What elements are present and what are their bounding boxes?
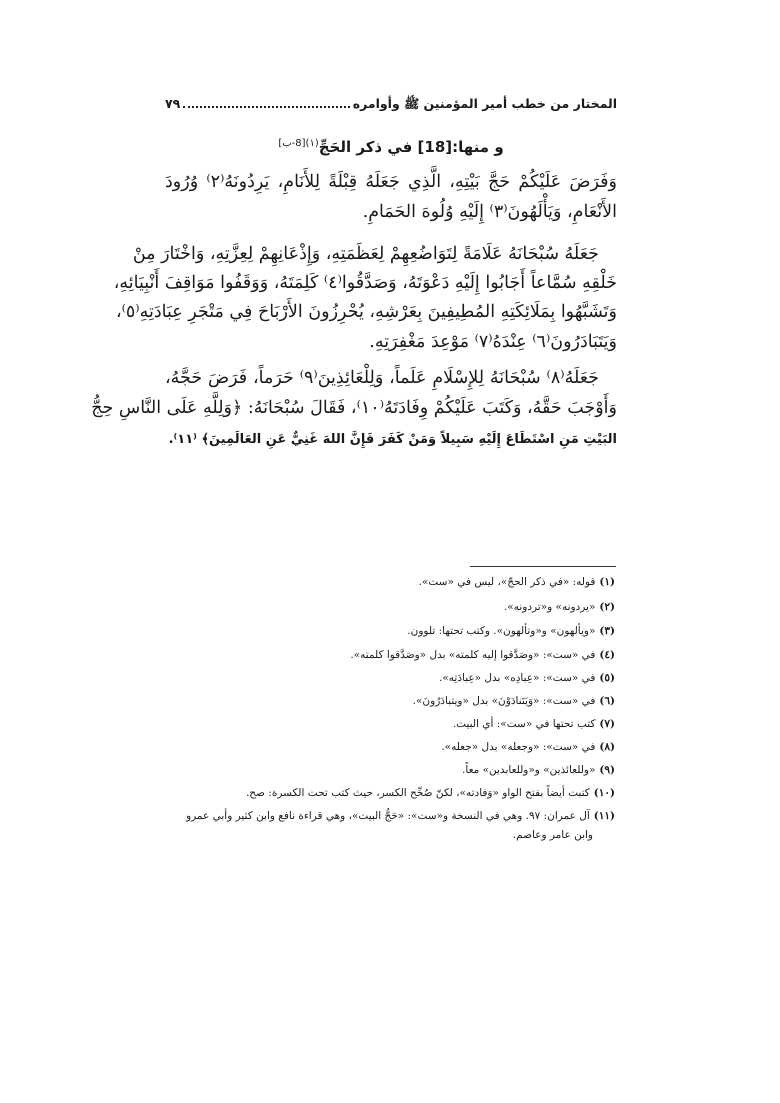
body-line: وَفَرَضَ عَلَيْكُمْ حَجَّ بَيْتِهِ، الَّذِي جَعَلَهُ قِبْلَةً لِلأَنَامِ، يَرِدُونَهُ⁽٢⁾ وُرُودَ bbox=[165, 172, 617, 192]
footnote-text: «ويألهون» و«وتألهون». وكتب تحتها: تلوون. bbox=[407, 625, 596, 637]
footnote bbox=[160, 694, 615, 708]
leader-dots bbox=[183, 98, 349, 108]
page-number: ٧٩ bbox=[165, 96, 181, 111]
body-line: وَيَتَبَادَرُونَ⁽٦⁾ عِنْدَهُ⁽٧⁾ مَوْعِدَ مَغْفِرَتِهِ. bbox=[369, 332, 617, 352]
footnote bbox=[160, 600, 615, 614]
footnote bbox=[160, 648, 615, 662]
footnote-number: (٨) bbox=[599, 741, 615, 753]
footnote-text: كتبت أيضاً بفتح الواو «وَفادته»، لكنّ صُحِّح الكسر، حيث كتب تحت الكسرة: صح. bbox=[245, 787, 590, 799]
footnote bbox=[160, 786, 615, 800]
footnote bbox=[160, 575, 615, 589]
footnote-number: (١) bbox=[599, 576, 615, 588]
footnote-number: (٥) bbox=[599, 672, 615, 684]
footnote bbox=[160, 671, 615, 685]
body-line: وَتَشَبَّهُوا بِمَلَائِكَتِهِ المُطِيفِينَ بِعَرْشِهِ، يُحْرِزُونَ الأَرْبَاحَ فِي مَتْجَرِ عِبَادَتِهِ⁽٥⁾، bbox=[115, 302, 617, 322]
footnote-continuation: وابن عامر وعاصم. bbox=[512, 829, 593, 841]
footnote-number: (١١) bbox=[593, 810, 615, 822]
footnote-number: (١٠) bbox=[593, 787, 615, 799]
footnote-text: «وللعائذين» و«وللعابدين» معاً. bbox=[462, 764, 596, 776]
footnote-number: (٦) bbox=[599, 695, 615, 707]
heading-marker: (١)[8-ب] bbox=[278, 138, 319, 149]
footnote-number: (٧) bbox=[599, 718, 615, 730]
section-heading-text: و منها:[18] في ذكر الحَجِّ bbox=[318, 138, 504, 156]
body-line: وَأَوْجَبَ حَقَّهُ، وَكَتَبَ عَلَيْكُمْ وِفَادَتَهُ⁽١٠⁾، فَقَالَ سُبْحَانَهُ: ﴿وَلِلَّهِ عَلَى النَّاسِ حِجُّ bbox=[91, 398, 617, 418]
footnote-text: قوله: «في ذكر الحجّ»، ليس في «ست». bbox=[418, 576, 596, 588]
footnote bbox=[160, 717, 615, 731]
running-head bbox=[165, 96, 617, 115]
footnote bbox=[160, 809, 615, 823]
quran-verse-line: البَيْتِ مَنِ اسْتَطَاعَ إِلَيْهِ سَبِيلاً وَمَنْ كَفَرَ فَإِنَّ اللهَ غَنِيٌّ عَنِ العَالَمِينَ﴾ ⁽١١⁾. bbox=[168, 432, 617, 447]
footnote bbox=[160, 740, 615, 754]
footnote-text: آل عمران: ٩٧. وهي في النسخة و«ست»: «حَجُّ البيت»، وهي قراءة نافع وابن كثير وأبي عمرو bbox=[186, 810, 590, 822]
body-line: خَلْقِهِ سُمَّاعاً أَجَابُوا إِلَيْهِ دَعْوَتَهُ، وَصَدَّقُوا⁽٤⁾ كَلِمَتَهُ، وَوَقَفُوا مَوَاقِفَ أَنْبِيَائِهِ، bbox=[113, 273, 617, 293]
footnote-text: «يردونه» و«تردونه». bbox=[503, 601, 596, 613]
footnote-number: (٩) bbox=[599, 764, 615, 776]
footnote-number: (٣) bbox=[599, 625, 615, 637]
body-line: جَعَلَهُ⁽٨⁾ سُبْحَانَهُ لِلإِسْلَامِ عَلَماً، وَلِلْعَائِذِينَ⁽٩⁾ حَرَماً، فَرَضَ حَجَّهُ، bbox=[165, 368, 599, 388]
footnote-separator bbox=[470, 566, 616, 567]
footnote bbox=[160, 763, 615, 777]
footnote-text: في «ست»: «وجعله» بدل «جعله». bbox=[441, 741, 596, 753]
body-line: الأَنْعَامِ، وَيَأْلَهُونَ⁽٣⁾ إِلَيْهِ وُلُوهَ الحَمَامِ. bbox=[362, 202, 617, 222]
footnote bbox=[160, 624, 615, 638]
section-heading bbox=[165, 138, 617, 156]
footnote-text: في «ست»: «وَيَتَنادَوْنَ» بدل «ويتبادَرُونَ». bbox=[412, 695, 596, 707]
running-head-title: المختار من خطب أمير المؤمنين ﷺ وأوامره bbox=[352, 96, 617, 111]
footnote-number: (٢) bbox=[599, 601, 615, 613]
body-line: جَعَلَهُ سُبْحَانَهُ عَلَامَةً لِتَوَاضُعِهِمْ لِعَظَمَتِهِ، وَإِذْعَانِهِمْ لِعِزَّتِهِ، وَاخْتَارَ مِنْ bbox=[132, 244, 599, 264]
footnote-text: في «ست»: «عِبادِه» بدل «عِبادَتِه». bbox=[439, 672, 596, 684]
footnote-number: (٤) bbox=[599, 649, 615, 661]
footnote-text: في «ست»: «وصَدَّقوا إليه كلمته» بدل «وصَدَّقوا كلمته». bbox=[350, 649, 596, 661]
footnote-text: كتب تحتها في «ست»: أي البيت. bbox=[452, 718, 596, 730]
